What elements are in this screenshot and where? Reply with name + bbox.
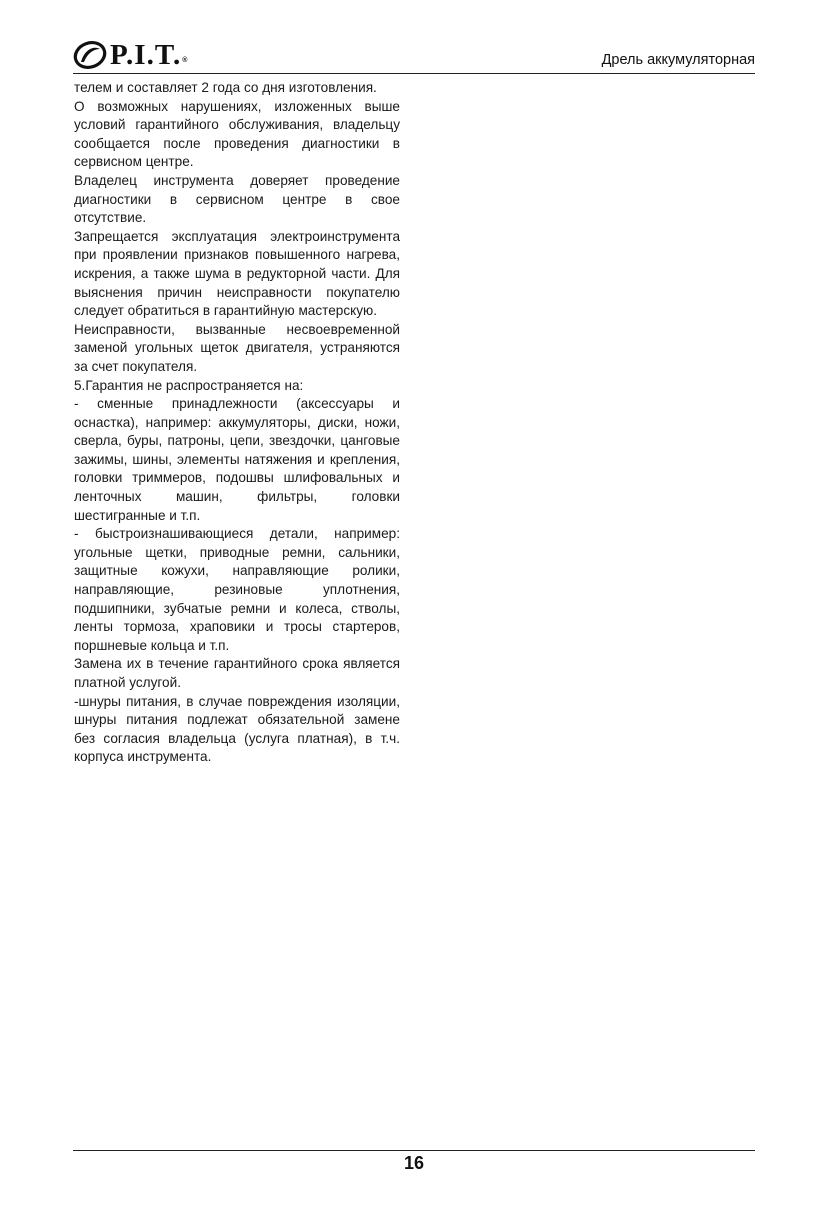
paragraph-warranty-period: телем и составляет 2 года со дня изготовления. (74, 80, 377, 95)
pit-logo-icon (73, 40, 107, 70)
header-divider (73, 73, 755, 74)
brand-logo (73, 38, 188, 72)
paragraph-operation-prohibited: Запрещается эксплуатация электроинструмента при проявлении признаков повышенного нагрева, искрения, а также шума в редукторной части. Для выяснения причин неисправности покупателю следует обратиться в гарантийную мастерскую. (74, 228, 400, 319)
warranty-text-column (74, 79, 400, 767)
paragraph-violations-notice: О возможных нарушениях, изложенных выше условий гарантийного обслуживания, владельцу сообщается после проведения диагностики в сервисном центре. (74, 98, 400, 170)
page-number: 16 (403, 1153, 425, 1173)
footer-divider (73, 1150, 755, 1151)
document-title: Дрель аккумуляторная (601, 52, 755, 68)
paragraph-power-cords: -шнуры питания, в случае повреждения изоляции, шнуры питания подлежат обязательной замене без согласия владельца (услуга платная), в т.ч. корпуса инструмента. (74, 693, 400, 765)
paragraph-wearing-parts: - быстроизнашивающиеся детали, например: угольные щетки, приводные ремни, сальники, защитные кожухи, направляющие ролики, направляющие, резиновые уплотнения, подшипники, зубчатые ремни и колеса, стволы, ленты тормоза, храповики и тросы стартеров, поршневые кольца и т.п. (74, 526, 400, 653)
paragraph-paid-replacement: Замена их в течение гарантийного срока является платной услугой. (74, 656, 400, 690)
paragraph-replaceable-accessories: - сменные принадлежности (аксессуары и оснастка), например: аккумуляторы, диски, ножи, сверла, буры, патроны, цепи, звездочки, цанговые зажимы, шины, элементы натяжения и крепления, головки триммеров, подошвы шлифовальных и ленточных машин, фильтры, головки шестигранные и т.п. (74, 396, 400, 523)
registered-mark: ® (182, 57, 189, 64)
page-header (73, 38, 755, 74)
logo-text: P.I.T.® (110, 39, 189, 71)
paragraph-warranty-exclusions-heading: 5.Гарантия не распространяется на: (74, 377, 304, 393)
paragraph-brush-malfunctions: Неисправности, вызванные несвоевременной заменой угольных щеток двигателя, устраняются за счет покупателя. (74, 321, 400, 374)
paragraph-owner-trust: Владелец инструмента доверяет проведение диагностики в сервисном центре в свое отсутствие. (74, 172, 400, 226)
